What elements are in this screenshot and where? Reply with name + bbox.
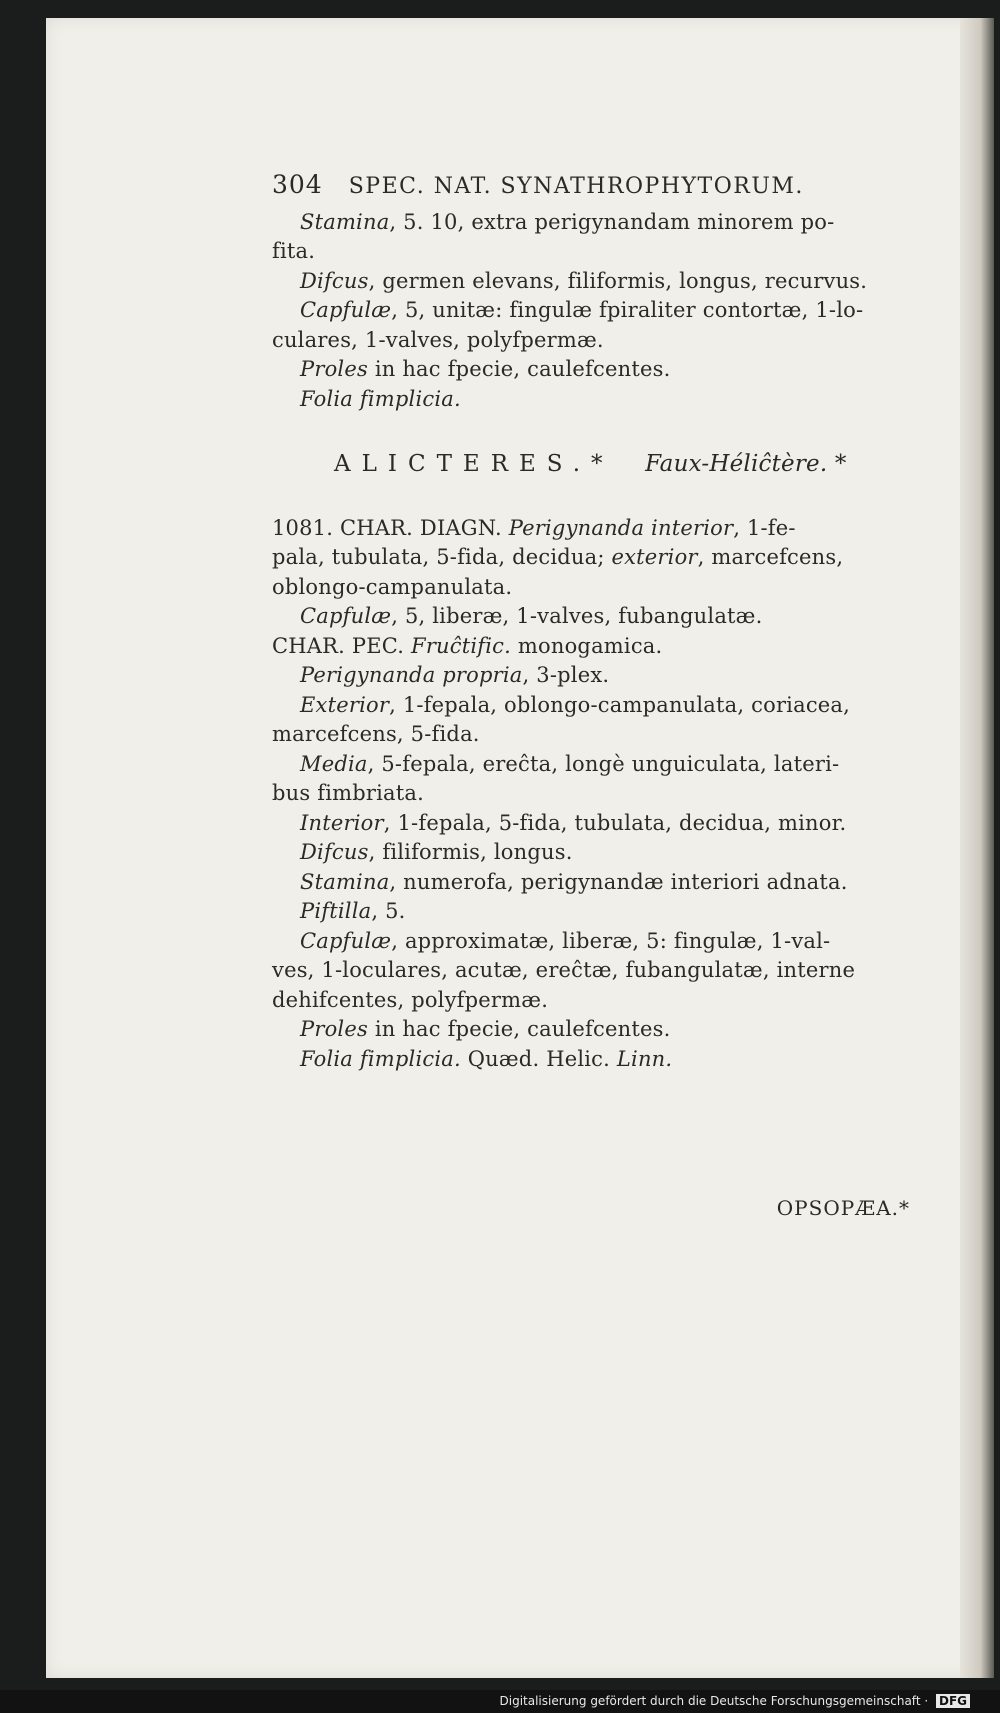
line-text: , 1-fepala, oblongo-campanulata, coriacea, [389, 692, 851, 717]
line-lead: Exterior [300, 692, 390, 717]
line-lead: Difcus [300, 840, 369, 864]
line-text: , 5. 10, extra perigynandam minorem po- [389, 209, 835, 234]
text-line [272, 809, 912, 839]
line-text: marcefcens, 5-fida. [272, 722, 480, 746]
line-text: 1081. CHAR. DIAGN. [272, 515, 509, 540]
line-lead: Folia fimplicia. [300, 1046, 461, 1071]
top-block [272, 208, 912, 415]
line-text: culares, 1-valves, polyfpermæ. [272, 327, 604, 352]
line-italic: exterior [611, 545, 698, 569]
text-line [272, 355, 912, 385]
genus-french-name: Faux-Héliĉtère. * [645, 451, 847, 477]
genus-heading [272, 450, 912, 480]
line-lead: Folia fimplicia. [300, 386, 461, 411]
text-line [272, 385, 912, 415]
line-lead: Media [300, 751, 368, 776]
line-text: , germen elevans, filiformis, longus, recurvus. [368, 268, 868, 293]
line-tail-text: monogamica. [511, 633, 663, 658]
line-italic: Perigynanda interior [508, 515, 734, 540]
line-text: , 5. [371, 899, 406, 923]
text-line [272, 720, 912, 750]
text-line [272, 632, 912, 662]
line-italic: Fruĉtific. [411, 633, 512, 658]
running-header [272, 170, 912, 200]
line-lead: Proles [300, 1017, 368, 1041]
text-line [272, 514, 912, 544]
line-text: in hac fpecie, caulefcentes. [367, 357, 671, 381]
text-line [272, 927, 912, 957]
text-line [272, 602, 912, 632]
text-line [272, 750, 912, 780]
line-text: , approximatæ, liberæ, 5: fingulæ, 1-val- [391, 928, 831, 953]
line-tail-text: , 1-fe- [733, 515, 796, 540]
text-line [272, 897, 912, 927]
footer-text: Digitalisierung gefördert durch die Deutsche Forschungsgemeinschaft · [499, 1694, 929, 1708]
line-lead: Proles [300, 357, 368, 381]
footer-bar [0, 1690, 1000, 1713]
line-lead: Interior [300, 810, 384, 835]
line-text: , 3-plex. [522, 663, 610, 687]
text-line [272, 267, 912, 297]
line-text: oblongo-campanulata. [272, 574, 513, 599]
line-lead: Perigynanda propria [300, 663, 523, 687]
text-line [272, 986, 912, 1016]
line-lead: Difcus [300, 268, 369, 293]
line-text: in hac fpecie, caulefcentes. [367, 1017, 671, 1041]
header-title: SPEC. NAT. SYNATHROPHYTORUM. [348, 174, 804, 199]
line-lead: Piftilla [300, 899, 372, 923]
line-lead: Capfulæ [300, 928, 392, 953]
text-line [272, 543, 912, 573]
text-line [272, 237, 912, 267]
line-lead: Stamina [300, 869, 390, 894]
line-text: Quæd. Helic. [460, 1046, 617, 1071]
text-line [272, 208, 912, 238]
line-text: , 5, unitæ: fingulæ fpiraliter contortæ, 1-lo- [391, 298, 864, 322]
line-text: , numerofa, perigynandæ interiori adnata. [389, 869, 848, 894]
line-text: pala, tubulata, 5-fida, decidua; [272, 545, 612, 569]
text-line [272, 1045, 912, 1075]
line-lead: Stamina [300, 209, 390, 234]
text-line [272, 868, 912, 898]
line-text: , 5-fepala, ereĉta, longè unguiculata, lateri- [367, 751, 840, 776]
line-text: , 5, liberæ, 1-valves, fubangulatæ. [391, 604, 763, 628]
text-line [272, 956, 912, 986]
line-text: , filiformis, longus. [368, 840, 573, 864]
text-line [272, 326, 912, 356]
page-text [272, 170, 912, 1074]
line-text: CHAR. PEC. [272, 633, 412, 658]
line-tail-text: , marcefcens, [697, 545, 844, 569]
line-text: ves, 1-loculares, acutæ, ereĉtæ, fubangulatæ, interne [272, 958, 856, 982]
line-text: dehifcentes, polyfpermæ. [272, 987, 549, 1012]
line-lead: Capfulæ [300, 298, 392, 322]
text-line [272, 691, 912, 721]
text-line [272, 779, 912, 809]
bottom-block [272, 514, 912, 1075]
line-lead: Capfulæ [300, 604, 392, 628]
page-edge [960, 18, 994, 1678]
dfg-logo: DFG [936, 1694, 970, 1708]
text-line [272, 838, 912, 868]
text-line [272, 296, 912, 326]
page-number: 304 [272, 170, 323, 199]
line-text: fita. [272, 239, 316, 263]
text-line [272, 573, 912, 603]
text-line [272, 1015, 912, 1045]
text-line [272, 661, 912, 691]
line-text: , 1-fepala, 5-fida, tubulata, decidua, minor. [383, 810, 847, 835]
line-text: bus fimbriata. [272, 781, 424, 805]
next-genus-catchword: OPSOPÆA.* [776, 1196, 910, 1220]
line-italic: Linn. [616, 1046, 673, 1071]
genus-name: ALICTERES.* [334, 451, 614, 477]
